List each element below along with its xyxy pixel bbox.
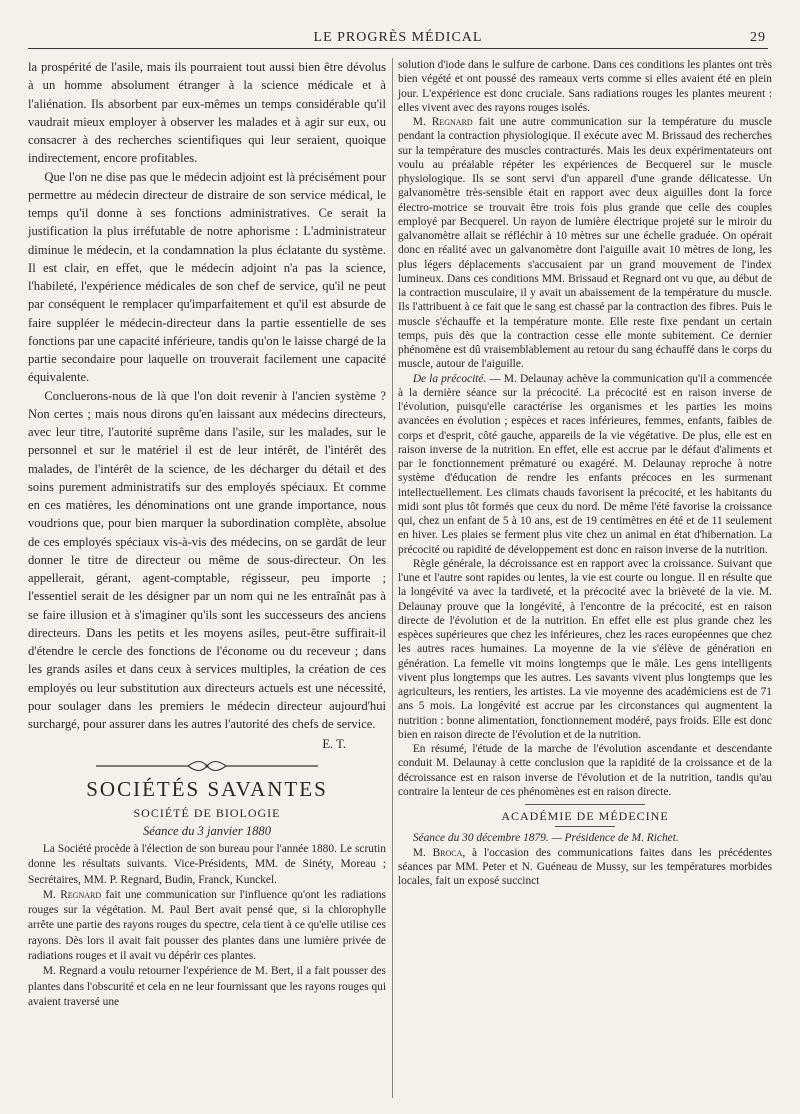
paragraph-iode: solution d'iode dans le sulfure de carbone. Dans ces conditions les plantes ont très bien végété et ont poussé des rameaux verts comme si elles avaient été en plein jour. L'expérience est donc cruciale. Sans radiations rouges les plantes meurent : elles vivent avec des rayons rouges isolés. [398,59,772,114]
paragraph-precocite [398,372,772,557]
paragraph-text: — M. Delaunay achève la communication qu'il a commencée à la dernière séance sur la précocité. La précocité est en raison inverse de l'évolution, puisqu'elle caractérise les organismes et les parties les moins avancées en évolution ; espèces et races inférieures, femmes, enfants, faibles de corps et d'esprit, côté gauche, appareils de la vie végétative. De plus, elle est en raison inverse de la nutrition. En effet, elle est accrue par le défaut d'aliments et par le fonctionnement prématuré ou exagéré. M. Delaunay reproche à notre système d'éducation de rendre les enfants précoces en les surmenant intellectuellement. Les climats chauds favorisent la précocité, et les habitants du midi sont plus tôt formés que ceux du nord. De même l'été favorise la croissance qui, chez un enfant de 5 à 10 ans, est de 19 centimètres en été et de 11 seulement en hiver. Les plaies se ferment plus vite chez un animal en état d'hibernation. La précocité ou rapidité de développement est donc en raison inverse de la nutrition. [398,372,772,556]
section-title: SOCIÉTÉS SAVANTES [86,776,328,801]
speaker-name: M. Regnard [412,116,473,128]
right-column [398,58,772,888]
subsection-title: De la précocité. [412,372,487,385]
speaker-name: M. Broca, [412,846,466,859]
page-header [28,28,768,49]
paragraph-regle-generale: Règle générale, la décroissance est en rapport avec la croissance. Suivant que l'une et l'autre sont rapides ou lentes, la vie est courte ou longue. Il en résulte que la longévité va avec la tardiveté, et la précocité avec la brièveté de la vie. M. Delaunay prouve que la longévité, à l'encontre de la précocité, est en raison directe de l'évolution et de la nutrition. En effet elle est plus grande chez les espèces supérieures que chez les inférieures, chez les races européennes que chez les autres races humaines. La moyenne de la vie s'élève de génération en génération. La femelle vit moins longtemps que le mâle. Les gens intelligents vivent plus longtemps que les autres. Les savants vivent plus longtemps que les agriculteurs, les rentiers, les artistes. La vie moyenne des académiciens est de 71 ans 5 mois. La longévité est accrue par les circonstances qui augmentent la nutrition : bonne alimentation, fonctionnement modéré, pays froids. Elle est donc bien en raison directe de l'évolution et de la nutrition. [398,557,772,741]
paragraph-text: à l'occasion des communications faites dans les précédentes séances par MM. Peter et N. Guéneau de Mussy, sur les températures morbides locales, fait un exposé succinct [398,846,772,887]
page-number: 29 [750,30,766,45]
ornament-divider-icon [92,760,322,772]
paragraph-regnard-experience: M. Regnard a voulu retourner l'expérience de M. Bert, il a fait pousser des plantes dans l'obscurité et cela en ne leur fournissant que les rayons rouges qui avaient traversé une [28,965,386,1008]
society-heading: SOCIÉTÉ DE BIOLOGIE [133,805,281,820]
paragraph-resume: En résumé, l'étude de la marche de l'évolution ascendante et descendante conduit M. Delaunay à cette conclusion que la rapidité de la croissance et de la décroissance est en raison inverse de l'évolution et de la nutrition, tandis qu'au contraire la lenteur de ces phénomènes est en raison directe. [398,743,772,798]
academy-session: Séance du 30 décembre 1879. — Présidence de M. Richet. [412,832,679,845]
short-divider [555,826,615,827]
paragraph-temperature-muscle [398,115,772,372]
paragraph-asile-end: la prospérité de l'asile, mais ils pourraient tout aussi bien être dévolus à un homme absolument étranger à la science médicale et à l'aliénation. Ils absorbent par eux-mêmes un temps considérable qu'il vaudrait mieux employer à observer les malades et à agir sur eux, ou consacrer à des recherches scientifiques qui leur seraient, quoique indirectement, encore profitables. [28,60,386,166]
paragraph-text: fait une autre communication sur la température du muscle pendant la contraction physiologique. Il exécute avec M. Brissaud des recherches sur la température des muscles contracturés. Mais les deux expérimentateurs ont voulu au préalable répéter les expériences de Becquerel sur le muscle physiologique. Ils se sont servi d'un appareil d'une grande délicatesse. Un galvanomètre très-sensible était en rapport avec deux aiguilles dont la force électro-motrice se trouvait être trois fois plus grande que celle des couples employé par Becquerel. Un rayon de lumière électrique projeté sur le miroir du galvanomètre allait se réfléchir à 10 mètres sur une échelle graduée. On opérait donc en réalité avec un galvanomètre dont l'aiguille avait 10 mètres de long, les plus légers déplacements s'accusaient par un grand mouvement de l'index lumineux. Dans ces conditions MM. Brissaud et Regnard ont vu que, au début de la contraction musculaire, il y avait un abaissement de la température du muscle. Ils l'attribuent à ce fait que le sang est chassé par la contraction des fibres. Puis le muscle s'échauffe et la température monte. Elle reste fixe pendant un certain temps, puis dès que la contraction cesse elle monte subitement. Ce dernier phénomène est dû vraisemblablement au retour du sang échauffé dans le corps du muscle, autour de l'aiguille. [398,116,772,371]
paragraph-regnard-radiations [28,888,386,964]
session-date: Séance du 3 janvier 1880 [142,823,271,838]
left-column [28,58,386,1010]
article-signature: E. T. [322,737,346,752]
paragraph-conclusion: Concluerons-nous de là que l'on doit revenir à l'ancien système ? Non certes ; mais nous dirons qu'en laissant aux médecins directeurs, avec leur titre, l'autorité suprême dans l'asile, sur les malades, sur le personnel et sur le matériel il est de leur intérêt, de l'intérêt des malades, de l'intérêt de la science, de les décharger du détail et des soins purement administratifs sur des employés spéciaux. Et comme en ces matières, les dénominations ont une grande importance, nous voudrions que, pour bien marquer la subordination complète, absolue de ces employés spéciaux vis-à-vis des médecins, on se gardât de leur donner le titre de directeur ou même de sous-directeur. On les appellerait, gérant, agent-comptable, régisseur, peu importe ; l'essentiel serait de les désigner par un nom qui ne les entraînât pas à se faire illusion et à s'imaginer qu'ils sont les successeurs des anciens directeurs. Dans les petits et les moyens asiles, peut-être suffirait-il d'étendre le cercle des fonctions de l'économe ou du receveur ; dans les grands asiles et dans ceux à services multiples, la création de ces employés ou leur substitution aux directeurs actuels est une nécessité, pour soulager dans les premiers le médecin directeur aujourd'hui surchargé, pour assurer dans les autres l'autorité des chefs de service. [28,388,386,731]
paragraph-text: fait une communication sur l'influence qu'ont les radiations rouges sur la végétation. M. Paul Bert avait pensé que, si la chlorophylle arrête une partie des rayons rouges du spectre, cela tient à ce qu'elle utilise ces rayons. Dès lors il avait fait pousser des plantes dans une lumière privée de radiations rouges et il avait vu dépérir ces plantes. [28,888,386,963]
academy-heading: ACADÉMIE DE MÉDECINE [501,809,669,823]
paragraph-broca [398,846,772,889]
paragraph-election: La Société procède à l'élection de son bureau pour l'année 1880. Le scrutin donne les résultats suivants. Vice-Présidents, MM. de Sinéty, Moreau ; Secrétaires, MM. P. Regnard, Budin, Franck, Kunckel. [28,843,386,886]
column-divider [392,58,393,1098]
short-divider [525,804,645,805]
journal-title: LE PROGRÈS MÉDICAL [313,30,483,45]
speaker-name: M. Regnard [42,888,102,901]
paragraph-medecin-adjoint: Que l'on ne dise pas que le médecin adjoint est là précisément pour permettre au médecin directeur de distraire de son service médical, le temps qu'il donne à ses fonctions administratives. Ce serait la justification la plus irréfutable de notre aphorisme : L'administrateur diminue le médecin, et la condamnation la plus éclatante du système. Il est clair, en effet, que le médecin adjoint n'a pas la science, l'habileté, l'expérience médicales de son chef de service, qu'il ne peut par conséquent le remplacer qu'imparfaitement et qu'il est absurde de faire suppléer le médecin-directeur dans la partie essentielle de ses fonctions par une capacité inférieure, tandis qu'on le laisse chargé de la partie secondaire pour laquelle on trouverait facilement une capacité équivalente. [28,169,387,385]
